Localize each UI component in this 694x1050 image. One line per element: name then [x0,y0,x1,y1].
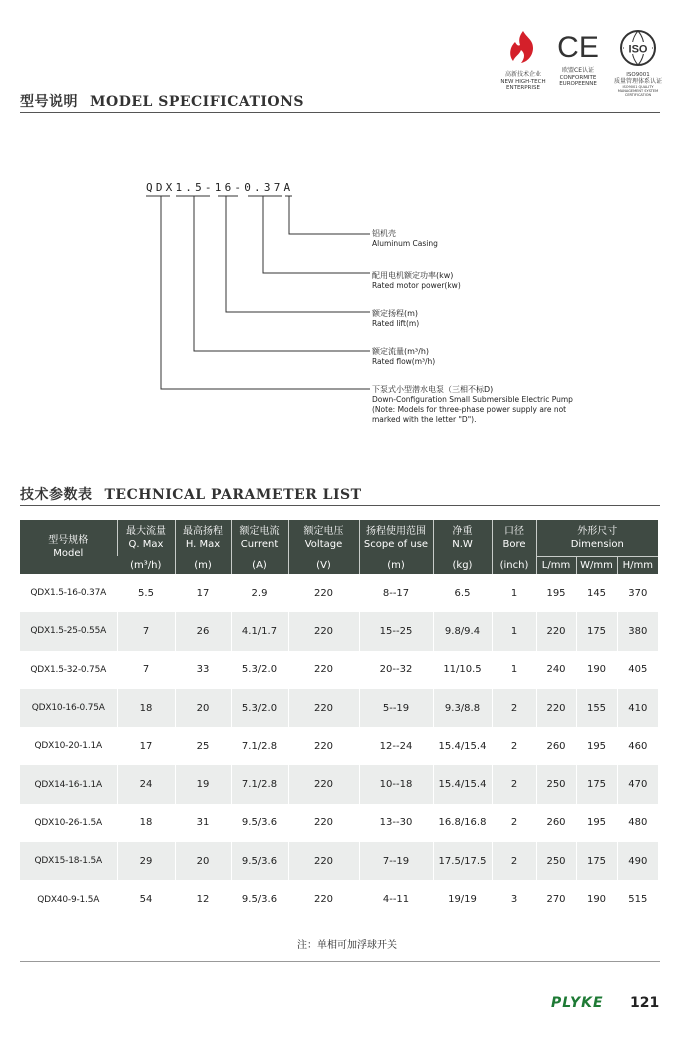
table-cell: 12 [175,880,231,918]
table-cell: 29 [117,842,175,880]
table-cell: 20 [175,689,231,727]
table-cell: 5--19 [359,689,433,727]
model-cell: QDX1.5-25-0.55A [20,612,117,650]
table-cell: 20 [175,842,231,880]
header-en: Bore [502,539,526,550]
annotation-note: marked with the letter "D"). [372,415,477,424]
table-cell: 20--32 [359,651,433,689]
table-row [20,612,658,650]
header-en: H. Max [185,539,221,550]
table-cell: 10--18 [359,765,433,803]
table-cell: 2 [492,727,536,765]
table-cell: 370 [617,574,658,612]
table-cell: 9.5/3.6 [231,804,288,842]
table-cell: 2 [492,842,536,880]
table-cell: 54 [117,880,175,918]
table-cell: 17 [117,727,175,765]
table-row [20,765,658,803]
header-bore [492,520,536,556]
model-cell: QDX10-16-0.75A [20,689,117,727]
annotation-en: Rated motor power(kw) [372,281,461,290]
annotation-zh: 额定流量(m³/h) [372,347,430,356]
table-cell: 26 [175,612,231,650]
table-cell: 2 [492,804,536,842]
annotation-en: Aluminum Casing [372,239,438,248]
table-cell: 2 [492,765,536,803]
table-cell: 2 [492,689,536,727]
table-cell: 190 [576,880,617,918]
table-cell: 220 [536,689,576,727]
model-cell: QDX14-16-1.1A [20,765,117,803]
annotation-en: Rated lift(m) [372,319,420,328]
table-cell: 7 [117,651,175,689]
table-body [20,574,658,919]
table-cell: 7 [117,612,175,650]
header-en: Dimension [570,538,624,550]
table-cell: 250 [536,765,576,803]
header-zh: 口径 [504,526,524,537]
annotation-zh: 铝机壳 [372,229,396,238]
annotation-lift [372,309,419,329]
cert-label: 质量管理体系认证 [613,77,662,85]
table-cell: 25 [175,727,231,765]
model-cell: QDX15-18-1.5A [20,842,117,880]
annotation-note: (Note: Models for three-phase power supply are not [372,405,567,414]
table-cell: 270 [536,880,576,918]
header-model [20,520,117,574]
header-unit: (m) [359,556,433,574]
table-cell: 18 [117,689,175,727]
table-cell: 220 [288,574,359,612]
footer-divider [20,961,660,962]
section-title-zh: 技术参数表 [20,487,93,503]
table-cell: 1 [492,651,536,689]
table-cell: 220 [288,651,359,689]
header-zh: 型号规格 [48,535,89,546]
table-cell: 17.5/17.5 [433,842,492,880]
header-unit: (A) [231,556,288,574]
model-code: QDX1.5-16-0.37A [146,181,294,194]
header-dimension [536,520,658,556]
table-row [20,574,658,612]
section-title-en: MODEL SPECIFICATIONS [90,94,305,110]
table-cell: 15.4/15.4 [433,727,492,765]
header-zh: 外形尺寸 [577,525,618,537]
table-cell: 240 [536,651,576,689]
header-en: Current [240,539,279,550]
page-number: 121 [630,995,660,1011]
table-cell: 460 [617,727,658,765]
cert-label: ISO9001 [626,72,650,78]
header-zh: 净重 [452,526,473,537]
table-cell: 175 [576,765,617,803]
annotation-zh: 额定扬程(m) [372,309,419,318]
table-cell: 9.5/3.6 [231,842,288,880]
table-row [20,727,658,765]
table-cell: 175 [576,612,617,650]
table-cell: 260 [536,727,576,765]
table-cell: 1 [492,574,536,612]
table-cell: 5.5 [117,574,175,612]
header-unit: (inch) [492,556,536,574]
cert-label: CONFORMITE [559,74,597,81]
cert-label: 欧盟CE认证 [562,67,594,74]
table-cell: 16.8/16.8 [433,804,492,842]
header-zh: 最大流量 [126,526,166,537]
table-row [20,689,658,727]
annotation-power [372,271,461,291]
table-cell: 15--25 [359,612,433,650]
table-cell: 17 [175,574,231,612]
table-cell: 220 [288,804,359,842]
table-cell: 190 [576,651,617,689]
table-cell: 19 [175,765,231,803]
table-cell: 1 [492,612,536,650]
table-cell: 7.1/2.8 [231,727,288,765]
table-section-title [20,484,362,504]
table-cell: 410 [617,689,658,727]
header-zh: 最高扬程 [183,526,223,537]
model-cell: QDX10-20-1.1A [20,727,117,765]
table-cell: 195 [576,727,617,765]
model-cell: QDX10-26-1.5A [20,804,117,842]
annotation-zh: 配用电机额定功率(kw) [372,271,454,280]
header-zh: 额定电流 [239,526,280,537]
table-row [20,804,658,842]
table-cell: 220 [288,727,359,765]
table-cell: 175 [576,842,617,880]
table-cell: 490 [617,842,658,880]
annotation-en: Rated flow(m³/h) [372,357,436,366]
table-cell: 9.3/8.8 [433,689,492,727]
table-cell: 195 [576,804,617,842]
table-cell: 5.3/2.0 [231,689,288,727]
table-row [20,651,658,689]
table-cell: 33 [175,651,231,689]
table-cell: 2.9 [231,574,288,612]
table-cell: 7.1/2.8 [231,765,288,803]
header-dim-h: H/mm [617,556,658,574]
table-cell: 220 [288,880,359,918]
model-cell: QDX1.5-32-0.75A [20,651,117,689]
cert-label: 高新技术企业 [504,71,541,78]
header-unit: (kg) [433,556,492,574]
table-cell: 220 [288,689,359,727]
model-cell: QDX40-9-1.5A [20,880,117,918]
header-unit: (V) [288,556,359,574]
header-zh: 扬程使用范围 [366,526,426,537]
table-cell: 8--17 [359,574,433,612]
table-cell: 6.5 [433,574,492,612]
ce-mark-icon: CE [557,31,599,64]
annotation-casing [372,229,438,249]
header-en: Voltage [304,539,343,550]
header-en: N.W [452,539,473,550]
header-dim-l: L/mm [536,556,576,574]
parameter-table [20,520,658,919]
cert-label: EUROPEENNE [559,81,597,87]
header-hmax [175,520,231,556]
header-en: Q. Max [128,539,164,550]
table-cell: 470 [617,765,658,803]
table-cell: 380 [617,612,658,650]
table-cell: 405 [617,651,658,689]
header-zh: 额定电压 [303,526,344,537]
section-title-en: TECHNICAL PARAMETER LIST [104,487,362,503]
header-unit: (m³/h) [117,556,175,574]
header-en: Scope of use [363,539,429,550]
table-cell: 480 [617,804,658,842]
table-cell: 3 [492,880,536,918]
table-cell: 11/10.5 [433,651,492,689]
table-cell: 9.8/9.4 [433,612,492,650]
table-cell: 220 [288,842,359,880]
section-divider [20,505,660,506]
header-qmax [117,520,175,556]
annotation-en: Down-Configuration Small Submersible Electric Pump [372,395,573,404]
header-scope [359,520,433,556]
table-cell: 24 [117,765,175,803]
model-code-diagram-lines [0,0,694,440]
footnote: 注：单相可加浮球开关 [297,940,397,951]
cert-label: ENTERPRISE [506,85,540,91]
annotation-zh: 下泵式小型潜水电泵（三相不标D) [372,385,494,394]
table-cell: 260 [536,804,576,842]
header-nw [433,520,492,556]
table-cell: 9.5/3.6 [231,880,288,918]
svg-text:ISO: ISO [628,43,648,56]
table-row [20,842,658,880]
table-cell: 195 [536,574,576,612]
table-cell: 15.4/15.4 [433,765,492,803]
table-cell: 5.3/2.0 [231,651,288,689]
table-cell: 220 [288,765,359,803]
table-cell: 4--11 [359,880,433,918]
table-row [20,880,658,918]
table-cell: 4.1/1.7 [231,612,288,650]
annotation-flow [372,347,435,367]
header-en: Model [53,548,84,559]
cert-label: ISO9001 QUALITY MANAGEMENT SYSTEM CERTIFICATION [617,85,659,97]
table-cell: 145 [576,574,617,612]
header-unit: (m) [175,556,231,574]
cert-label: NEW HIGH-TECH [500,78,546,85]
header-voltage [288,520,359,556]
table-cell: 12--24 [359,727,433,765]
table-cell: 19/19 [433,880,492,918]
table-cell: 18 [117,804,175,842]
table-cell: 155 [576,689,617,727]
table-cell: 31 [175,804,231,842]
table-cell: 250 [536,842,576,880]
table-cell: 515 [617,880,658,918]
header-dim-w: W/mm [576,556,617,574]
table-cell: 220 [536,612,576,650]
table-cell: 13--30 [359,804,433,842]
brand-logo: PLYKE [551,995,604,1011]
table-cell: 7--19 [359,842,433,880]
header-current [231,520,288,556]
model-cell: QDX1.5-16-0.37A [20,574,117,612]
section-title-zh: 型号说明 [20,94,78,110]
annotation-pump-type [372,385,573,425]
table-cell: 220 [288,612,359,650]
